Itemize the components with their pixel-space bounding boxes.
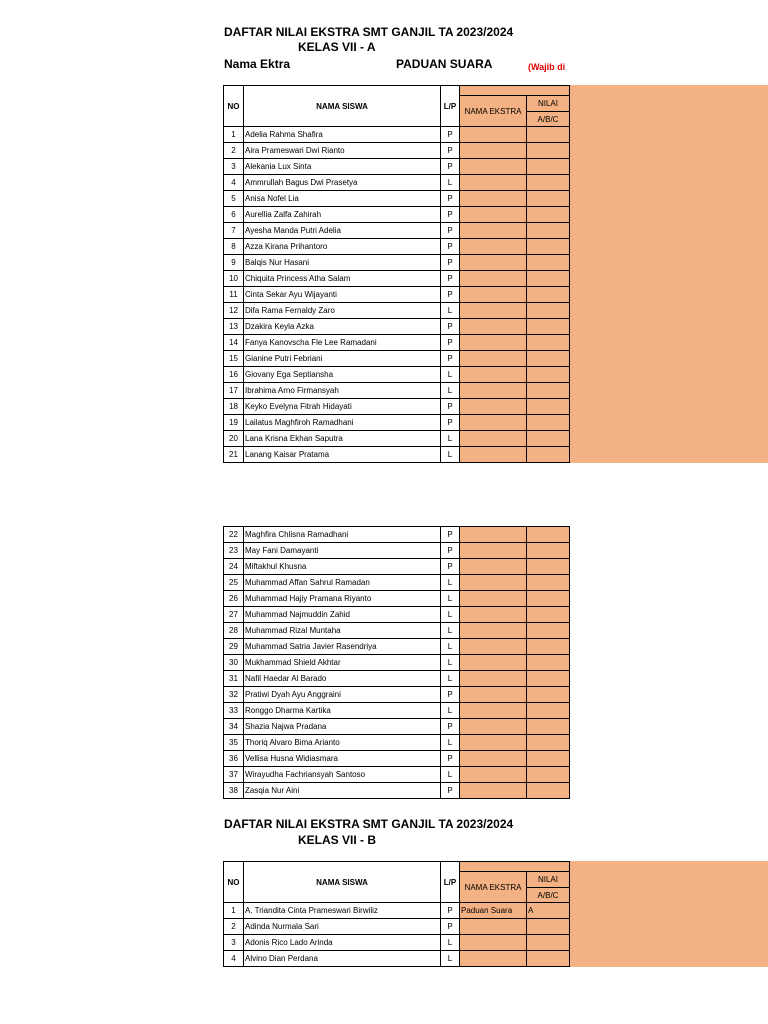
- table-row: [224, 287, 570, 303]
- header-nilai: NILAI: [527, 872, 570, 888]
- ekstra-cell[interactable]: [460, 919, 527, 935]
- student-gender: P: [441, 159, 460, 175]
- student-gender: L: [441, 935, 460, 951]
- header-nama: NAMA SISWA: [244, 862, 441, 903]
- nilai-cell[interactable]: [527, 159, 570, 175]
- student-name: Cinta Sekar Ayu Wijayanti: [244, 287, 441, 303]
- student-name: Adelia Rahma Shafira: [244, 127, 441, 143]
- row-no: 6: [224, 207, 244, 223]
- student-name: Adinda Nurmala Sari: [244, 919, 441, 935]
- nilai-cell[interactable]: [527, 655, 570, 671]
- student-gender: L: [441, 431, 460, 447]
- ekstra-cell[interactable]: [460, 207, 527, 223]
- ekstra-cell[interactable]: [460, 591, 527, 607]
- nilai-cell[interactable]: [527, 607, 570, 623]
- student-name: Alvino Dian Perdana: [244, 951, 441, 967]
- row-no: 27: [224, 607, 244, 623]
- page-title-b: DAFTAR NILAI EKSTRA SMT GANJIL TA 2023/2024: [224, 817, 514, 831]
- grade-table-a1: [223, 85, 570, 463]
- ekstra-cell[interactable]: [460, 415, 527, 431]
- nilai-cell[interactable]: [527, 687, 570, 703]
- ekstra-cell[interactable]: [460, 367, 527, 383]
- row-no: 18: [224, 399, 244, 415]
- nilai-cell[interactable]: [527, 367, 570, 383]
- nilai-cell[interactable]: [527, 223, 570, 239]
- student-name: Fanya Kanovscha Fle Lee Ramadani: [244, 335, 441, 351]
- table-row: [224, 639, 570, 655]
- ekstra-cell[interactable]: [460, 351, 527, 367]
- ekstra-cell[interactable]: [460, 319, 527, 335]
- row-no: 5: [224, 191, 244, 207]
- ekstra-cell[interactable]: [460, 159, 527, 175]
- table-row: [224, 767, 570, 783]
- row-no: 16: [224, 367, 244, 383]
- table-row: [224, 687, 570, 703]
- ekstra-cell[interactable]: [460, 623, 527, 639]
- nilai-cell[interactable]: [527, 383, 570, 399]
- nilai-cell[interactable]: [527, 335, 570, 351]
- row-no: 20: [224, 431, 244, 447]
- header-lp: L/P: [441, 86, 460, 127]
- table-row: [224, 415, 570, 431]
- row-no: 34: [224, 719, 244, 735]
- student-name: Aira Prameswari Dwi Rianto: [244, 143, 441, 159]
- nilai-cell[interactable]: [527, 767, 570, 783]
- student-name: Muhammad Satria Javier Rasendriya: [244, 639, 441, 655]
- table-row: [224, 319, 570, 335]
- table-row: [224, 143, 570, 159]
- header-nama-ekstra: NAMA EKSTRA: [460, 96, 527, 127]
- header-abc: A/B/C: [527, 112, 570, 127]
- student-name: Muhammad Najmuddin Zahid: [244, 607, 441, 623]
- table-row: [224, 383, 570, 399]
- student-name: Anisa Nofel Lia: [244, 191, 441, 207]
- table-row: [224, 671, 570, 687]
- table-row: [224, 127, 570, 143]
- student-name: Mukhammad Shield Akhtar: [244, 655, 441, 671]
- nilai-cell[interactable]: [527, 543, 570, 559]
- row-no: 12: [224, 303, 244, 319]
- nilai-cell[interactable]: [527, 671, 570, 687]
- student-name: Lailatus Maghfiroh Ramadhani: [244, 415, 441, 431]
- nilai-cell[interactable]: [527, 447, 570, 463]
- row-no: 19: [224, 415, 244, 431]
- student-name: Ibrahima Arno Firmansyah: [244, 383, 441, 399]
- row-no: 8: [224, 239, 244, 255]
- student-name: Keyko Evelyna Fitrah Hidayati: [244, 399, 441, 415]
- student-gender: P: [441, 143, 460, 159]
- row-no: 4: [224, 951, 244, 967]
- ektra-value: PADUAN SUARA: [396, 57, 493, 71]
- ekstra-cell[interactable]: [460, 719, 527, 735]
- nilai-cell[interactable]: [527, 623, 570, 639]
- student-name: Nafil Haedar Al Barado: [244, 671, 441, 687]
- student-gender: P: [441, 783, 460, 799]
- row-no: 3: [224, 935, 244, 951]
- student-name: Zasqia Nur Aini: [244, 783, 441, 799]
- nilai-cell[interactable]: [527, 143, 570, 159]
- table-row: [224, 191, 570, 207]
- table-row: [224, 447, 570, 463]
- nilai-cell[interactable]: [527, 719, 570, 735]
- table-row: [224, 951, 570, 967]
- nilai-cell[interactable]: [527, 639, 570, 655]
- nilai-cell[interactable]: A: [527, 903, 570, 919]
- ekstra-cell[interactable]: [460, 223, 527, 239]
- ekstra-cell[interactable]: [460, 271, 527, 287]
- class-title-a: KELAS VII - A: [298, 40, 376, 54]
- row-no: 31: [224, 671, 244, 687]
- student-gender: L: [441, 175, 460, 191]
- grade-table-a2: [223, 526, 570, 799]
- ekstra-cell[interactable]: [460, 543, 527, 559]
- student-gender: P: [441, 127, 460, 143]
- ekstra-cell[interactable]: [460, 607, 527, 623]
- header-no: NO: [224, 862, 244, 903]
- nama-ektra-label: Nama Ektra: [224, 57, 291, 71]
- nilai-cell[interactable]: [527, 239, 570, 255]
- student-gender: P: [441, 287, 460, 303]
- student-name: Gianine Putri Febriani: [244, 351, 441, 367]
- student-gender: P: [441, 687, 460, 703]
- row-no: 21: [224, 447, 244, 463]
- student-name: Chiquita Princess Atha Salam: [244, 271, 441, 287]
- row-no: 36: [224, 751, 244, 767]
- student-gender: L: [441, 767, 460, 783]
- table-row: [224, 271, 570, 287]
- nilai-cell[interactable]: [527, 303, 570, 319]
- table-row: [224, 159, 570, 175]
- student-gender: P: [441, 351, 460, 367]
- row-no: 29: [224, 639, 244, 655]
- table-row: [224, 543, 570, 559]
- student-gender: P: [441, 903, 460, 919]
- ekstra-cell[interactable]: [460, 655, 527, 671]
- student-gender: P: [441, 919, 460, 935]
- student-gender: L: [441, 575, 460, 591]
- student-name: Adonis Rico Lado Arinda: [244, 935, 441, 951]
- student-gender: L: [441, 951, 460, 967]
- header-blank: [460, 86, 570, 96]
- row-no: 38: [224, 783, 244, 799]
- nilai-cell[interactable]: [527, 735, 570, 751]
- table-row: [224, 719, 570, 735]
- student-name: Muhammad Affan Sahrul Ramadan: [244, 575, 441, 591]
- student-name: May Fani Damayanti: [244, 543, 441, 559]
- ekstra-cell[interactable]: [460, 575, 527, 591]
- student-gender: P: [441, 319, 460, 335]
- header-nama-ekstra: NAMA EKSTRA: [460, 872, 527, 903]
- student-name: Ronggo Dharma Kartika: [244, 703, 441, 719]
- table-row: [224, 751, 570, 767]
- class-title-b: KELAS VII - B: [298, 833, 377, 847]
- row-no: 33: [224, 703, 244, 719]
- table-row: [224, 655, 570, 671]
- student-name: Wirayudha Fachriansyah Santoso: [244, 767, 441, 783]
- nilai-cell[interactable]: [527, 527, 570, 543]
- row-no: 1: [224, 127, 244, 143]
- student-name: Balqis Nur Hasani: [244, 255, 441, 271]
- header-abc: A/B/C: [527, 888, 570, 903]
- row-no: 3: [224, 159, 244, 175]
- row-no: 30: [224, 655, 244, 671]
- student-name: Lanang Kaisar Pratama: [244, 447, 441, 463]
- ekstra-cell[interactable]: [460, 335, 527, 351]
- student-name: Giovany Ega Septiansha: [244, 367, 441, 383]
- row-no: 24: [224, 559, 244, 575]
- table-row: [224, 575, 570, 591]
- student-gender: P: [441, 271, 460, 287]
- ekstra-cell[interactable]: [460, 399, 527, 415]
- wajib-note: (Wajib di: [528, 62, 566, 72]
- row-no: 1: [224, 903, 244, 919]
- table-row: [224, 935, 570, 951]
- table-row: [224, 239, 570, 255]
- ekstra-cell[interactable]: [460, 191, 527, 207]
- row-no: 17: [224, 383, 244, 399]
- header-lp: L/P: [441, 862, 460, 903]
- header-no: NO: [224, 86, 244, 127]
- student-name: Azza Kirana Prihantoro: [244, 239, 441, 255]
- nilai-cell[interactable]: [527, 319, 570, 335]
- row-no: 23: [224, 543, 244, 559]
- nilai-cell[interactable]: [527, 191, 570, 207]
- row-no: 10: [224, 271, 244, 287]
- nilai-cell[interactable]: [527, 751, 570, 767]
- student-gender: P: [441, 223, 460, 239]
- student-gender: P: [441, 239, 460, 255]
- row-no: 7: [224, 223, 244, 239]
- table-row: [224, 703, 570, 719]
- nilai-cell[interactable]: [527, 271, 570, 287]
- student-name: Maghfira Chlisna Ramadhani: [244, 527, 441, 543]
- student-gender: P: [441, 527, 460, 543]
- nilai-cell[interactable]: [527, 951, 570, 967]
- nilai-cell[interactable]: [527, 935, 570, 951]
- student-gender: P: [441, 751, 460, 767]
- row-no: 2: [224, 143, 244, 159]
- ekstra-cell[interactable]: [460, 671, 527, 687]
- table-row: [224, 903, 570, 919]
- student-gender: P: [441, 559, 460, 575]
- row-no: 4: [224, 175, 244, 191]
- student-name: Difa Rama Fernaldy Zaro: [244, 303, 441, 319]
- student-name: Alekania Lux Sinta: [244, 159, 441, 175]
- ekstra-cell[interactable]: [460, 639, 527, 655]
- row-no: 25: [224, 575, 244, 591]
- student-name: Lana Krisna Ekhan Saputra: [244, 431, 441, 447]
- student-gender: P: [441, 543, 460, 559]
- ekstra-cell[interactable]: [460, 431, 527, 447]
- nilai-cell[interactable]: [527, 127, 570, 143]
- table-row: [224, 207, 570, 223]
- table-row: [224, 255, 570, 271]
- row-no: 22: [224, 527, 244, 543]
- student-gender: P: [441, 255, 460, 271]
- row-no: 32: [224, 687, 244, 703]
- student-gender: L: [441, 623, 460, 639]
- row-no: 13: [224, 319, 244, 335]
- ekstra-cell[interactable]: [460, 935, 527, 951]
- table-row: [224, 335, 570, 351]
- page-title-a: DAFTAR NILAI EKSTRA SMT GANJIL TA 2023/2024: [224, 25, 514, 39]
- header-nilai: NILAI: [527, 96, 570, 112]
- table-row: [224, 175, 570, 191]
- student-gender: L: [441, 639, 460, 655]
- table-row: [224, 431, 570, 447]
- student-gender: L: [441, 703, 460, 719]
- student-gender: L: [441, 607, 460, 623]
- nilai-cell[interactable]: [527, 255, 570, 271]
- ekstra-cell[interactable]: [460, 175, 527, 191]
- row-no: 9: [224, 255, 244, 271]
- student-gender: L: [441, 383, 460, 399]
- student-gender: P: [441, 415, 460, 431]
- ekstra-cell[interactable]: [460, 303, 527, 319]
- student-name: Aurellia Zalfa Zahirah: [244, 207, 441, 223]
- student-gender: P: [441, 399, 460, 415]
- row-no: 28: [224, 623, 244, 639]
- ekstra-cell[interactable]: [460, 783, 527, 799]
- student-name: Ayesha Manda Putri Adelia: [244, 223, 441, 239]
- student-gender: P: [441, 335, 460, 351]
- table-row: [224, 559, 570, 575]
- nilai-cell[interactable]: [527, 175, 570, 191]
- orange-fill-a: [568, 85, 768, 463]
- student-gender: P: [441, 207, 460, 223]
- ekstra-cell[interactable]: [460, 287, 527, 303]
- student-name: Dzakira Keyla Azka: [244, 319, 441, 335]
- student-gender: L: [441, 735, 460, 751]
- table-row: [224, 367, 570, 383]
- ekstra-cell[interactable]: [460, 527, 527, 543]
- table-row: [224, 607, 570, 623]
- nilai-cell[interactable]: [527, 287, 570, 303]
- table-row: [224, 623, 570, 639]
- ekstra-cell[interactable]: [460, 767, 527, 783]
- student-name: Ammrullah Bagus Dwi Prasetya: [244, 175, 441, 191]
- nilai-cell[interactable]: [527, 431, 570, 447]
- student-gender: L: [441, 303, 460, 319]
- student-name: Muhammad Rizal Muntaha: [244, 623, 441, 639]
- orange-fill-b: [568, 861, 768, 967]
- ekstra-cell[interactable]: [460, 751, 527, 767]
- nilai-cell[interactable]: [527, 559, 570, 575]
- student-name: Thoriq Alvaro Bima Arianto: [244, 735, 441, 751]
- table-row: [224, 735, 570, 751]
- student-name: Miftakhul Khusna: [244, 559, 441, 575]
- ekstra-cell[interactable]: [460, 687, 527, 703]
- student-gender: L: [441, 447, 460, 463]
- table-row: [224, 919, 570, 935]
- row-no: 2: [224, 919, 244, 935]
- ekstra-cell[interactable]: [460, 239, 527, 255]
- ekstra-cell[interactable]: [460, 143, 527, 159]
- row-no: 35: [224, 735, 244, 751]
- ekstra-cell[interactable]: [460, 735, 527, 751]
- nilai-cell[interactable]: [527, 919, 570, 935]
- table-row: [224, 223, 570, 239]
- student-gender: P: [441, 191, 460, 207]
- student-name: Pratiwi Dyah Ayu Anggraini: [244, 687, 441, 703]
- ekstra-cell[interactable]: [460, 447, 527, 463]
- header-nama: NAMA SISWA: [244, 86, 441, 127]
- student-gender: L: [441, 671, 460, 687]
- table-row: [224, 783, 570, 799]
- student-name: Vellisa Husna Widiasmara: [244, 751, 441, 767]
- nilai-cell[interactable]: [527, 703, 570, 719]
- row-no: 26: [224, 591, 244, 607]
- student-name: Shazia Najwa Pradana: [244, 719, 441, 735]
- table-row: [224, 351, 570, 367]
- nilai-cell[interactable]: [527, 783, 570, 799]
- student-gender: L: [441, 367, 460, 383]
- nilai-cell[interactable]: [527, 415, 570, 431]
- ekstra-cell[interactable]: [460, 703, 527, 719]
- ekstra-cell[interactable]: [460, 559, 527, 575]
- student-gender: L: [441, 655, 460, 671]
- header-blank: [460, 862, 570, 872]
- table-row: [224, 527, 570, 543]
- nilai-cell[interactable]: [527, 591, 570, 607]
- nilai-cell[interactable]: [527, 351, 570, 367]
- table-row: [224, 303, 570, 319]
- row-no: 15: [224, 351, 244, 367]
- row-no: 11: [224, 287, 244, 303]
- student-gender: P: [441, 719, 460, 735]
- row-no: 14: [224, 335, 244, 351]
- nilai-cell[interactable]: [527, 207, 570, 223]
- ekstra-cell[interactable]: [460, 255, 527, 271]
- nilai-cell[interactable]: [527, 575, 570, 591]
- ekstra-cell[interactable]: [460, 383, 527, 399]
- ekstra-cell[interactable]: Paduan Suara: [460, 903, 527, 919]
- table-row: [224, 591, 570, 607]
- row-no: 37: [224, 767, 244, 783]
- grade-table-b: [223, 861, 570, 967]
- ekstra-cell[interactable]: [460, 951, 527, 967]
- table-row: [224, 399, 570, 415]
- student-name: Muhammad Hajiy Pramana Riyanto: [244, 591, 441, 607]
- nilai-cell[interactable]: [527, 399, 570, 415]
- header-row: [224, 86, 570, 96]
- ekstra-cell[interactable]: [460, 127, 527, 143]
- student-name: A. Triandita Cinta Prameswari Birwiliz: [244, 903, 441, 919]
- student-gender: L: [441, 591, 460, 607]
